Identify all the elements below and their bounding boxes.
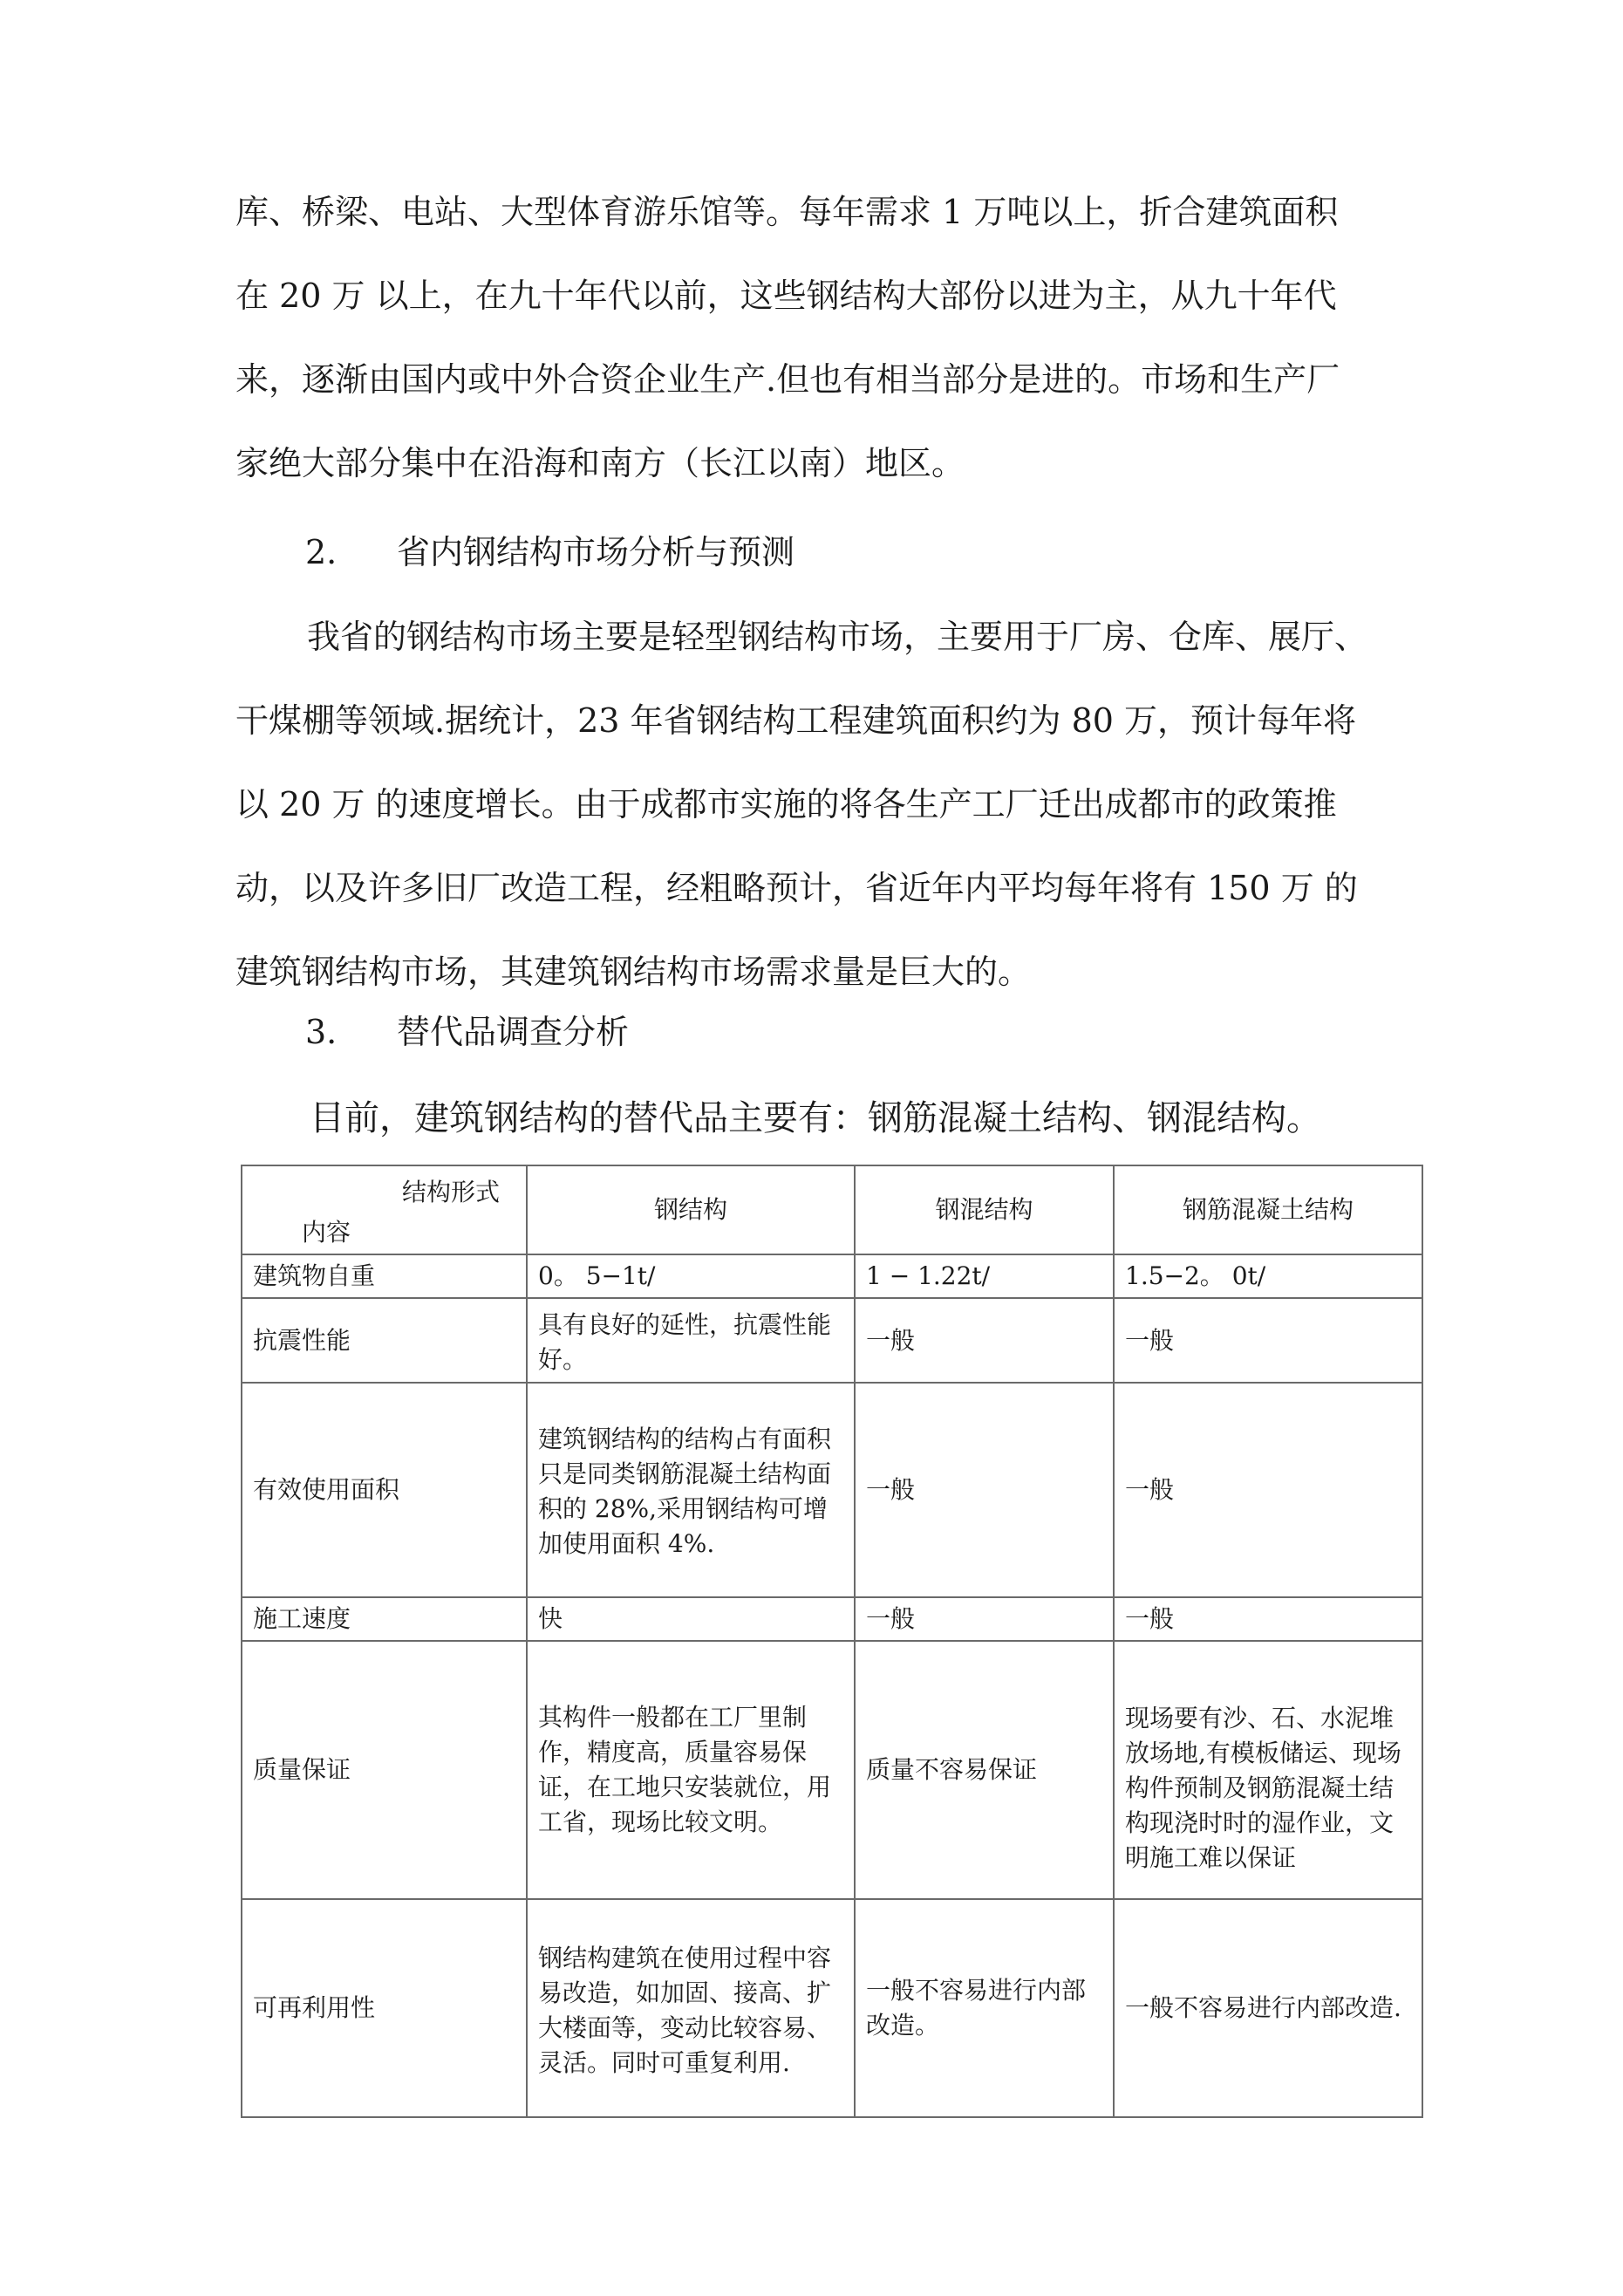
table-cell: 其构件一般都在工厂里制作，精度高，质量容易保证，在工地只安装就位，用工省，现场比较文明。 xyxy=(527,1641,855,1899)
text-line: 以 20 万 的速度增长。由于成都市实施的将各生产工厂迁出成都市的政策推 xyxy=(235,785,1337,823)
table-cell: 快 xyxy=(527,1597,855,1641)
table-cell: 质量不容易保证 xyxy=(855,1641,1114,1899)
text-line: 库、桥梁、电站、大型体育游乐馆等。每年需求 1 万吨以上，折合建筑面积 xyxy=(235,193,1339,231)
table-cell: 建筑钢结构的结构占有面积只是同类钢筋混凝土结构面积的 28%,采用钢结构可增加使用面积 4%. xyxy=(527,1383,855,1597)
text-line: 在 20 万 以上，在九十年代以前，这些钢结构大部份以进为主，从九十年代 xyxy=(235,277,1337,315)
column-header: 钢结构 xyxy=(527,1165,855,1254)
corner-header-cell xyxy=(242,1165,527,1254)
table-cell: 0。 5−1t/ xyxy=(527,1254,855,1298)
table-cell: 一般 xyxy=(855,1298,1114,1383)
text-line: 干煤棚等领域.据统计，23 年省钢结构工程建筑面积约为 80 万，预计每年将 xyxy=(235,701,1357,740)
section-number: 2. xyxy=(305,533,338,571)
row-label: 可再利用性 xyxy=(242,1899,527,2117)
table-cell: 1 − 1.22t/ xyxy=(855,1254,1114,1298)
text-line: 家绝大部分集中在沿海和南方（长江以南）地区。 xyxy=(235,444,965,482)
text-line: 建筑钢结构市场，其建筑钢结构市场需求量是巨大的。 xyxy=(235,953,1032,991)
intro-text: 目前，建筑钢结构的替代品主要有：钢筋混凝土结构、钢混结构。 xyxy=(310,1098,1321,1138)
table-row xyxy=(242,1597,1422,1641)
table-cell: 具有良好的延性，抗震性能好。 xyxy=(527,1298,855,1383)
section-number: 3. xyxy=(305,1013,338,1051)
table-cell: 一般 xyxy=(1114,1298,1422,1383)
table-header-row xyxy=(242,1165,1422,1254)
text-line: 动，以及许多旧厂改造工程，经粗略预计，省近年内平均每年将有 150 万 的 xyxy=(235,869,1358,907)
table-cell: 现场要有沙、石、水泥堆放场地,有模板储运、现场构件预制及钢筋混凝土结构现浇时时的湿作业，文明施工难以保证 xyxy=(1114,1641,1422,1899)
text-line: 我省的钢结构市场主要是轻型钢结构市场，主要用于厂房、仓库、展厅、 xyxy=(307,618,1368,656)
table-cell: 一般 xyxy=(1114,1597,1422,1641)
section-heading-3 xyxy=(305,1010,629,1054)
paragraph-market-overview xyxy=(235,170,1430,505)
corner-label-content: 内容 xyxy=(302,1218,351,1247)
table-cell: 钢结构建筑在使用过程中容易改造，如加固、接高、扩大楼面等，变动比较容易、灵活。同时可重复利用. xyxy=(527,1899,855,2117)
column-header: 钢筋混凝土结构 xyxy=(1114,1165,1422,1254)
table-row xyxy=(242,1298,1422,1383)
row-label: 抗震性能 xyxy=(242,1298,527,1383)
paragraph-provincial-market xyxy=(235,595,1430,1014)
table-cell: 一般 xyxy=(855,1597,1114,1641)
comparison-table xyxy=(241,1165,1423,2118)
table-row xyxy=(242,1383,1422,1597)
table-row xyxy=(242,1641,1422,1899)
row-label: 施工速度 xyxy=(242,1597,527,1641)
column-header: 钢混结构 xyxy=(855,1165,1114,1254)
table-cell: 一般 xyxy=(1114,1383,1422,1597)
table-cell: 一般不容易进行内部改造. xyxy=(1114,1899,1422,2117)
table-cell: 1.5−2。 0t/ xyxy=(1114,1254,1422,1298)
table-cell: 一般不容易进行内部改造。 xyxy=(855,1899,1114,2117)
row-label: 有效使用面积 xyxy=(242,1383,527,1597)
text-line: 来，逐渐由国内或中外合资企业生产.但也有相当部分是进的。市场和生产厂 xyxy=(235,360,1340,399)
section-title: 替代品调查分析 xyxy=(397,1013,630,1051)
section-title: 省内钢结构市场分析与预测 xyxy=(397,533,795,571)
row-label: 质量保证 xyxy=(242,1641,527,1899)
section-heading-2 xyxy=(305,530,794,574)
table-cell: 一般 xyxy=(855,1383,1114,1597)
table-row xyxy=(242,1899,1422,2117)
table-row xyxy=(242,1254,1422,1298)
row-label: 建筑物自重 xyxy=(242,1254,527,1298)
corner-label-structure-form: 结构形式 xyxy=(401,1178,500,1206)
